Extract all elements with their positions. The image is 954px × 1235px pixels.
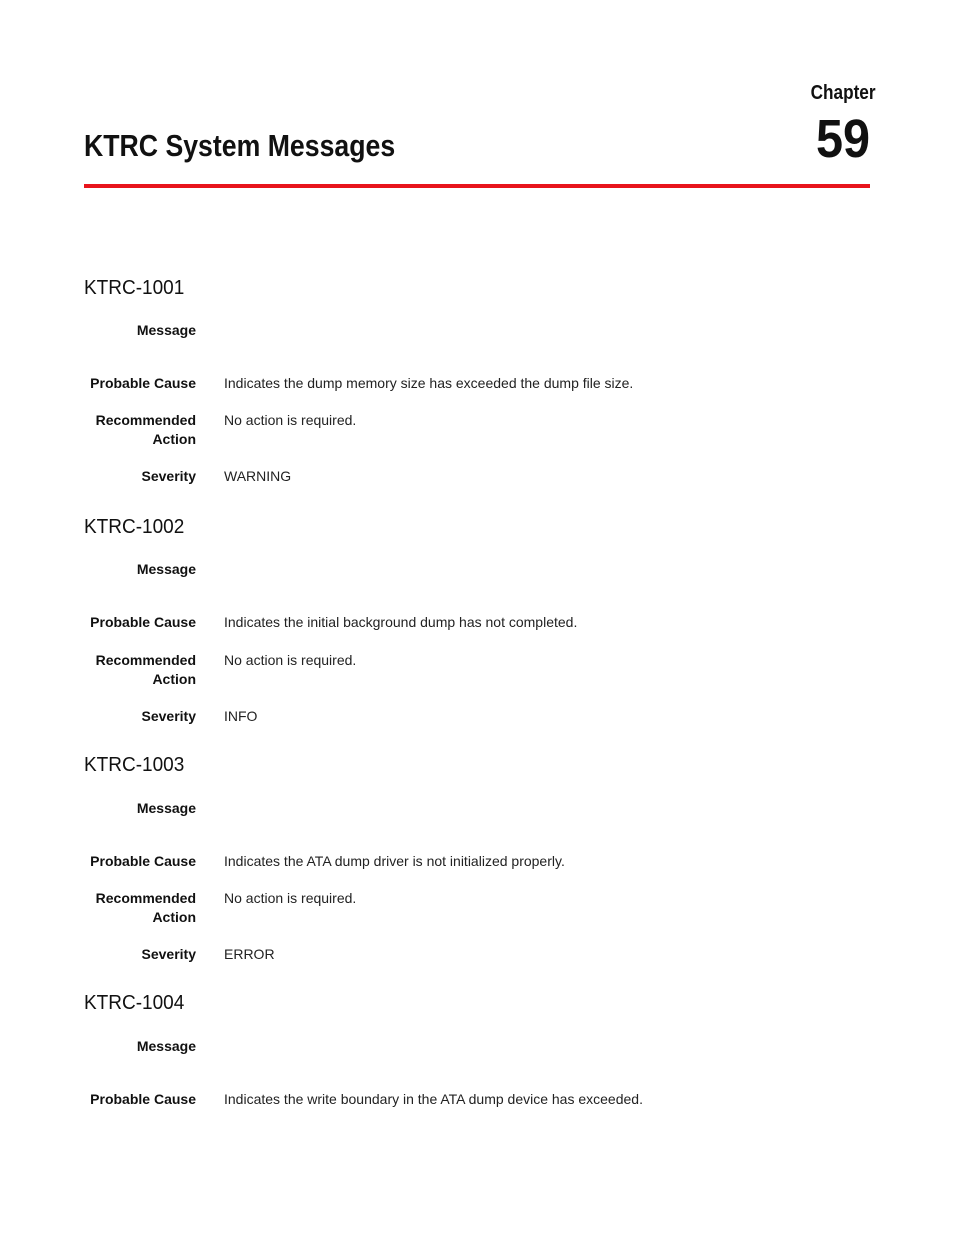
probable-cause-value: Indicates the ATA dump driver is not initialized properly.: [224, 853, 565, 869]
action-label: Action: [152, 909, 196, 925]
severity-label: Severity: [141, 946, 196, 962]
section-title: KTRC-1004: [84, 992, 185, 1014]
chapter-title: KTRC System Messages: [84, 128, 396, 163]
chapter-number: 59: [815, 109, 870, 169]
action-label: Action: [152, 431, 196, 447]
recommended-action-value: No action is required.: [224, 652, 357, 668]
message-label: Message: [136, 800, 196, 816]
severity-value: WARNING: [224, 468, 292, 484]
recommended-label: Recommended: [95, 890, 196, 906]
message-label: Message: [136, 1038, 196, 1054]
chapter-label: Chapter: [811, 82, 876, 104]
probable-cause-value: Indicates the write boundary in the ATA dump device has exceeded.: [224, 1091, 643, 1107]
recommended-label: Recommended: [95, 652, 196, 668]
section-title: KTRC-1001: [84, 277, 185, 299]
message-label: Message: [136, 322, 196, 338]
recommended-action-value: No action is required.: [224, 890, 357, 906]
severity-value: INFO: [224, 708, 258, 724]
probable-cause-label: Probable Cause: [90, 853, 196, 869]
probable-cause-label: Probable Cause: [90, 614, 196, 630]
probable-cause-value: Indicates the dump memory size has exceeded the dump file size.: [224, 375, 634, 391]
action-label: Action: [152, 671, 196, 687]
probable-cause-label: Probable Cause: [90, 375, 196, 391]
probable-cause-value: Indicates the initial background dump has not completed.: [224, 614, 578, 630]
severity-label: Severity: [141, 468, 196, 484]
section-title: KTRC-1003: [84, 754, 185, 776]
recommended-label: Recommended: [95, 412, 196, 428]
chapter-divider: [84, 184, 870, 188]
recommended-action-value: No action is required.: [224, 412, 357, 428]
probable-cause-label: Probable Cause: [90, 1091, 196, 1107]
section-title: KTRC-1002: [84, 516, 185, 538]
message-label: Message: [136, 561, 196, 577]
severity-label: Severity: [141, 708, 196, 724]
severity-value: ERROR: [224, 946, 275, 962]
